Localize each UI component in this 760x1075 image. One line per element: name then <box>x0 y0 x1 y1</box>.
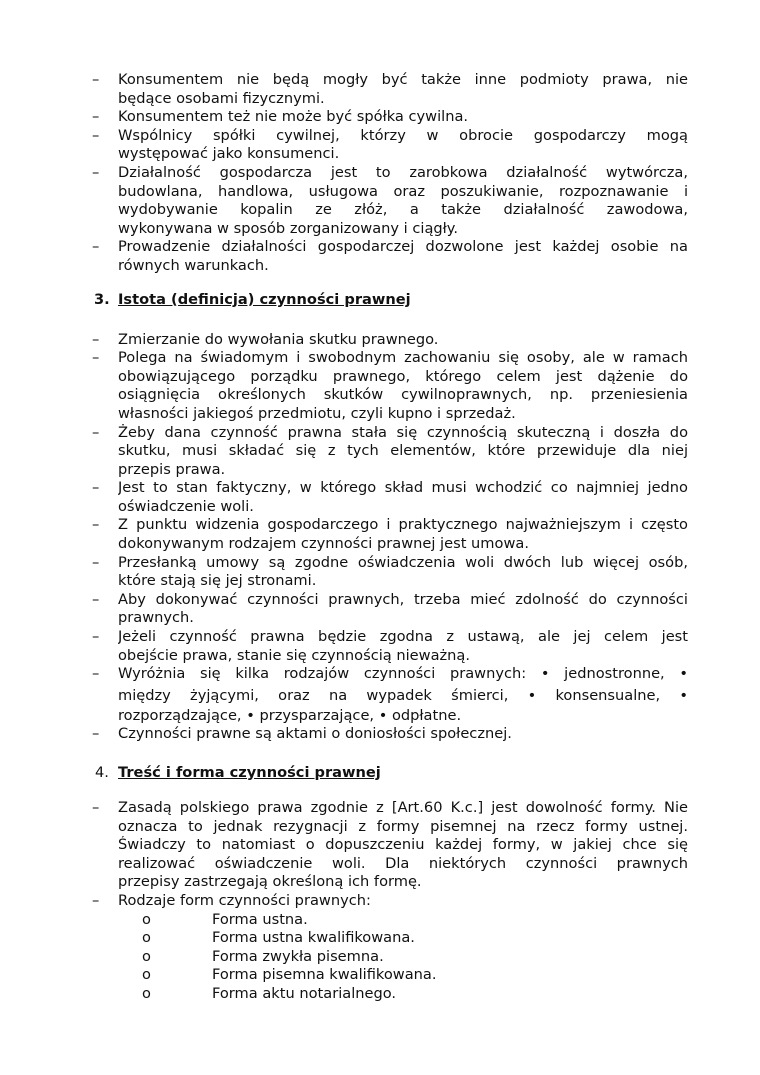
dash-bullet: – <box>92 71 100 88</box>
circle-bullet: o <box>142 947 151 965</box>
dash-bullet: – <box>92 330 100 348</box>
list-item <box>0 71 688 108</box>
list-item <box>0 591 688 628</box>
sub-item-text: Forma pisemna kwalifikowana. <box>212 966 437 984</box>
circle-bullet: o <box>142 910 151 928</box>
dash-bullet: – <box>92 725 100 743</box>
list-item-line: Czynności prawne są aktami o doniosłości społecznej. <box>118 725 512 743</box>
list-item-line: będące osobami fizycznymi. <box>118 89 325 107</box>
dash-bullet: – <box>92 665 100 683</box>
sub-list-item <box>0 948 760 967</box>
dash-bullet: – <box>92 349 100 367</box>
list-item <box>0 127 688 164</box>
document-page <box>0 71 760 1004</box>
list-item-line: Zasadą polskiego prawa zgodnie z [Art.60 K.c.] jest dowolność formy. Nie <box>118 799 688 816</box>
list-item <box>0 108 688 127</box>
list-item <box>0 479 688 516</box>
list-item-line: Z punktu widzenia gospodarczego i praktycznego najważniejszym i często <box>118 516 688 534</box>
list-item-line: dokonywanym rodzajem czynności prawnej jest umowa. <box>118 535 529 553</box>
list-item-line: realizować oświadczenie woli. Dla niektórych czynności prawnych <box>118 854 688 872</box>
list-item-line: Wspólnicy spółki cywilnej, którzy w obrocie gospodarczy mogą <box>118 126 688 144</box>
list-item-line: osiągnięcia określonych skutków cywilnoprawnych, np. przeniesienia <box>118 386 688 404</box>
list-item-line: Świadczy to natomiast o dopuszczeniu każdej formy, w jakiej chce się <box>118 836 688 854</box>
list-item <box>0 238 688 275</box>
list-item-line: Konsumentem też nie może być spółka cywilna. <box>118 108 469 126</box>
list-item-line: własności jakiegoś przedmiotu, czyli kupno i sprzedaż. <box>118 404 516 422</box>
list-item-line: Przesłanką umowy są zgodne oświadczenia woli dwóch lub więcej osób, <box>118 553 688 571</box>
sub-item-text: Forma aktu notarialnego. <box>212 984 397 1002</box>
section-2-list <box>0 71 760 276</box>
list-item-line: Działalność gospodarcza jest to zarobkowa działalność wytwórcza, <box>118 163 688 181</box>
list-item-line: Jest to stan faktyczny, w którego skład musi wchodzić co najmniej jedno <box>118 479 688 497</box>
heading-title: Istota (definicja) czynności prawnej <box>118 290 411 308</box>
list-item-line: rozporządzające, • przysparzające, • odpłatne. <box>118 706 462 724</box>
list-item-line: Wyróżnia się kilka rodzajów czynności prawnych: • jednostronne, • <box>118 665 688 683</box>
list-item-line: prawnych. <box>118 609 194 627</box>
list-item-line: Zmierzanie do wywołania skutku prawnego. <box>118 330 439 348</box>
list-item-line: przepis prawa. <box>118 460 226 478</box>
list-item <box>0 665 688 725</box>
list-item <box>0 554 688 591</box>
dash-bullet: – <box>92 108 100 126</box>
dash-bullet: – <box>92 238 100 256</box>
heading-number: 3. <box>94 290 110 308</box>
list-item-line: skutku, musi składać się z tych elementów, które przewiduje dla niej <box>118 442 688 460</box>
dash-bullet: – <box>92 126 100 144</box>
list-item-line: przepisy zastrzegają określoną ich formę. <box>118 873 422 891</box>
list-item-line: Polega na świadomym i swobodnym zachowaniu się osoby, ale w ramach <box>118 349 688 367</box>
list-item-line: Konsumentem nie będą mogły być także inne podmioty prawa, nie <box>118 71 688 88</box>
list-item <box>0 164 688 238</box>
dash-bullet: – <box>92 479 100 497</box>
heading-title: Treść i forma czynności prawnej <box>118 764 381 781</box>
list-item-line: które stają się jej stronami. <box>118 572 317 590</box>
list-item <box>0 349 688 423</box>
list-item-line: Prowadzenie działalności gospodarczej dozwolone jest każdej osobie na <box>118 238 688 256</box>
list-item-line: między żyjącymi, oraz na wypadek śmierci, • konsensualne, • <box>118 686 688 704</box>
section-3-list <box>0 331 760 744</box>
list-item-line: Żeby dana czynność prawna stała się czynnością skuteczną i doszła do <box>118 423 688 441</box>
list-item-line: budowlana, handlowa, usługowa oraz poszukiwanie, rozpoznawanie i <box>118 182 688 200</box>
dash-bullet: – <box>92 891 100 909</box>
list-item-line: Rodzaje form czynności prawnych: <box>118 891 371 909</box>
list-item-line: równych warunkach. <box>118 256 269 274</box>
section-4-heading <box>0 763 760 783</box>
sub-item-text: Forma zwykła pisemna. <box>212 947 384 965</box>
circle-bullet: o <box>142 929 151 947</box>
list-item-line: występować jako konsumenci. <box>118 145 340 163</box>
list-item-line: wydobywanie kopalin ze złóż, a także działalność zawodowa, <box>118 201 688 219</box>
form-types-list <box>0 911 760 1004</box>
dash-bullet: – <box>92 799 100 816</box>
sub-list-item <box>0 985 760 1004</box>
sub-item-text: Forma ustna kwalifikowana. <box>212 929 415 947</box>
list-item <box>0 331 688 350</box>
dash-bullet: – <box>92 590 100 608</box>
section-4-list <box>0 799 760 911</box>
list-item-line: obowiązującego porządku prawnego, którego celem jest dążenie do <box>118 367 688 385</box>
list-item <box>0 725 688 744</box>
circle-bullet: o <box>142 966 151 984</box>
list-item <box>0 799 688 892</box>
sub-list-item <box>0 911 760 930</box>
list-item-line: oświadczenie woli. <box>118 497 254 515</box>
heading-number: 4. <box>95 764 109 781</box>
list-item-line: wykonywana w sposób zorganizowany i ciągły. <box>118 219 458 237</box>
list-item-line: Jeżeli czynność prawna będzie zgodna z ustawą, ale jej celem jest <box>118 628 688 646</box>
dash-bullet: – <box>92 553 100 571</box>
dash-bullet: – <box>92 423 100 441</box>
list-item <box>0 516 688 553</box>
circle-bullet: o <box>142 984 151 1002</box>
dash-bullet: – <box>92 628 100 646</box>
sub-list-item <box>0 929 760 948</box>
list-item-line: oznacza to jednak rezygnacji z formy pisemnej na rzecz formy ustnej. <box>118 817 688 835</box>
sub-list-item <box>0 966 760 985</box>
list-item-line: Aby dokonywać czynności prawnych, trzeba mieć zdolność do czynności <box>118 590 688 608</box>
list-item <box>0 892 688 911</box>
sub-item-text: Forma ustna. <box>212 910 308 928</box>
section-3-heading <box>0 290 760 310</box>
list-item <box>0 424 688 480</box>
list-item-line: obejście prawa, stanie się czynnością nieważną. <box>118 646 471 664</box>
dash-bullet: – <box>92 516 100 534</box>
dash-bullet: – <box>92 163 100 181</box>
list-item <box>0 628 688 665</box>
